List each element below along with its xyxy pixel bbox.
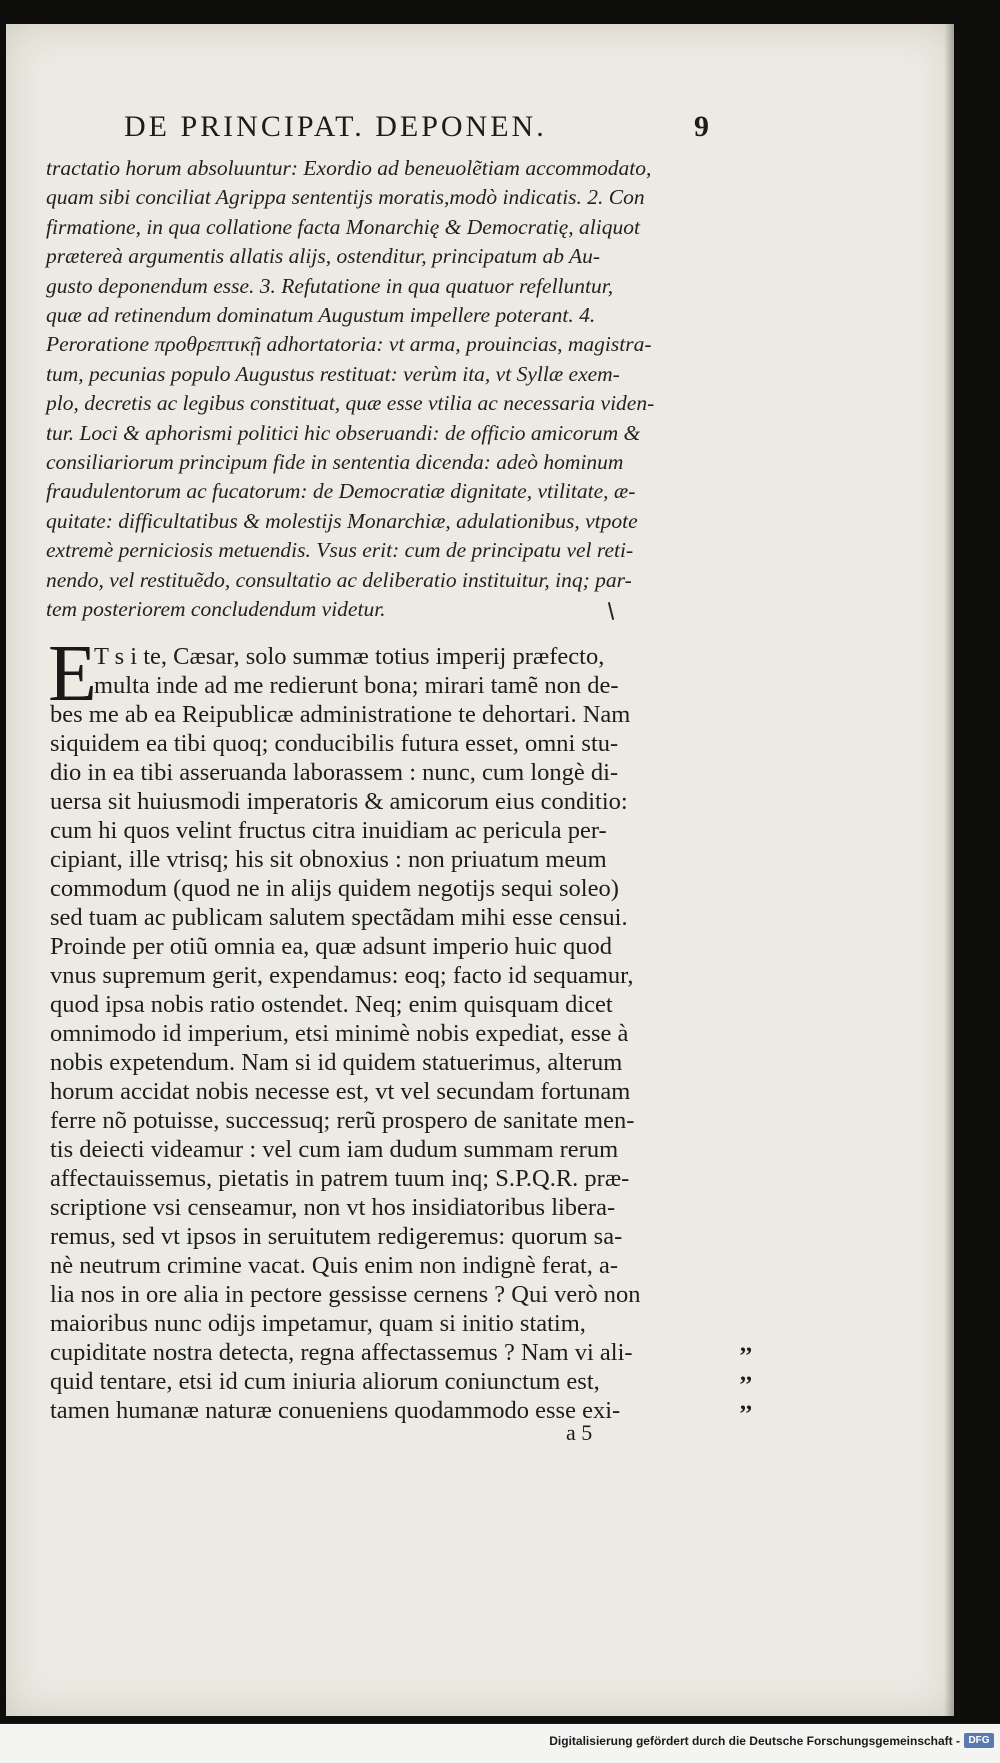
text-line: cipiant, ille vtrisq; his sit obnoxius : non priuatum meum <box>50 846 607 873</box>
book-page <box>6 24 954 1716</box>
margin-mark: ,, <box>740 1389 752 1415</box>
text-line: tamen humanæ naturæ conueniens quodammodo esse exi- <box>50 1397 621 1424</box>
text-line: cum hi quos velint fructus citra inuidiam ac pericula per- <box>50 817 607 844</box>
argument-line: consiliariorum principum fide in sententia dicenda: adeò hominum <box>46 450 624 475</box>
argument-line: tur. Loci & aphorismi politici hic obseruandi: de officio amicorum & <box>46 420 641 445</box>
text-line: affectauissemus, pietatis in patrem tuum inq; S.P.Q.R. præ- <box>50 1165 630 1192</box>
argument-line: extremè perniciosis metuendis. Vsus erit: cum de principatu vel reti- <box>46 538 634 563</box>
text-line: tis deiecti videamur : vel cum iam dudum summam rerum <box>50 1136 619 1163</box>
argument-paragraph <box>46 154 726 625</box>
running-title: DE PRINCIPAT. DEPONEN. <box>124 110 547 143</box>
text-line: dio in ea tibi asseruanda laborassem : nunc, cum longè di- <box>50 759 619 786</box>
text-line: commodum (quod ne in alijs quidem negotijs sequi soleo) <box>50 875 619 902</box>
footer-bar <box>0 1724 1000 1763</box>
text-line: cupiditate nostra detecta, regna affectassemus ? Nam vi ali- <box>50 1339 633 1366</box>
text-line: multa inde ad me redierunt bona; mirari tamẽ non de- <box>94 672 619 699</box>
text-line: lia nos in ore alia in pectore gessisse cernens ? Qui verò non <box>50 1281 641 1308</box>
text-line: scriptione vsi censeamur, non vt hos insidiatoribus libera- <box>50 1194 616 1221</box>
text-line: bes me ab ea Reipublicæ administratione te dehortari. Nam <box>50 701 631 728</box>
text-line: sed tuam ac publicam salutem spectãdam mihi esse censui. <box>50 904 628 931</box>
text-line: T s i te, Cæsar, solo summæ totius imperij præfecto, <box>94 643 605 670</box>
argument-line: quitate: difficultatibus & molestijs Monarchiæ, adulationibus, vtpote <box>46 508 638 533</box>
argument-line: plo, decretis ac legibus constituat, quæ esse vtilia ac necessaria viden- <box>46 391 655 416</box>
funding-credit: Digitalisierung gefördert durch die Deutsche Forschungsgemeinschaft - <box>549 1734 960 1748</box>
margin-mark: ,, <box>740 1360 752 1386</box>
signature-mark: a 5 <box>566 1420 593 1445</box>
text-line: uersa sit huiusmodi imperatoris & amicorum eius conditio: <box>50 788 628 815</box>
text-line: quid tentare, etsi id cum iniuria aliorum coniunctum est, <box>50 1368 600 1395</box>
argument-line: gusto deponendum esse. 3. Refutatione in qua quatuor refelluntur, <box>46 273 614 298</box>
page-edge-shadow <box>944 24 954 1716</box>
margin-quotation-marks <box>740 1330 800 1417</box>
argument-line: prætereà argumentis allatis alijs, ostenditur, principatum ab Au- <box>46 244 601 269</box>
drop-initial: E <box>48 630 97 718</box>
text-line: vnus supremum gerit, expendamus: eoq; facto id sequamur, <box>50 962 634 989</box>
page-number: 9 <box>694 110 709 143</box>
argument-line: nendo, vel restituẽdo, consultatio ac deliberatio instituitur, inq; par- <box>46 567 632 592</box>
text-line: horum accidat nobis necesse est, vt vel secundam fortunam <box>50 1078 631 1105</box>
text-line: quod ipsa nobis ratio ostendet. Neq; enim quisquam dicet <box>50 991 613 1018</box>
text-line: siquidem ea tibi quoq; conducibilis futura esset, omni stu- <box>50 730 619 757</box>
dfg-logo: DFG <box>964 1733 994 1748</box>
argument-line: quæ ad retinendum dominatum Augustum impellere poterant. 4. <box>46 303 596 328</box>
argument-line: firmatione, in qua collatione facta Monarchię & Democratię, aliquot <box>46 214 640 239</box>
text-line: maioribus nunc odijs impetamur, quam si initio statim, <box>50 1310 586 1337</box>
text-line: nè neutrum crimine vacat. Quis enim non indignè ferat, a- <box>50 1252 619 1279</box>
text-line: Proinde per otiũ omnia ea, quæ adsunt imperio huic quod <box>50 933 613 960</box>
main-text <box>48 630 740 1425</box>
text-line: nobis expetendum. Nam si id quidem statuerimus, alterum <box>50 1049 623 1076</box>
text-line: omnimodo id imperium, etsi minimè nobis expediat, esse à <box>50 1020 629 1047</box>
argument-line: tum, pecunias populo Augustus restituat: verùm ita, vt Syllæ exem- <box>46 361 620 386</box>
argument-line: quam sibi conciliat Agrippa sententijs moratis,modò indicatis. 2. Con <box>46 185 645 210</box>
argument-line: tem posteriorem concludendum videtur. <box>46 597 386 622</box>
argument-line: tractatio horum absoluuntur: Exordio ad beneuolẽtiam accommodato, <box>46 156 652 180</box>
argument-line: Peroratione προθρεπτικῇ adhortatoria: vt arma, prouincias, magistra- <box>46 332 652 357</box>
text-line: ferre nõ potuisse, successuq; rerũ prospero de sanitate men- <box>50 1107 635 1134</box>
margin-mark: ,, <box>740 1331 752 1357</box>
running-head <box>6 110 954 150</box>
argument-line: fraudulentorum ac fucatorum: de Democratiæ dignitate, vtilitate, æ- <box>46 479 636 504</box>
text-line: remus, sed vt ipsos in seruitutem redigeremus: quorum sa- <box>50 1223 623 1250</box>
